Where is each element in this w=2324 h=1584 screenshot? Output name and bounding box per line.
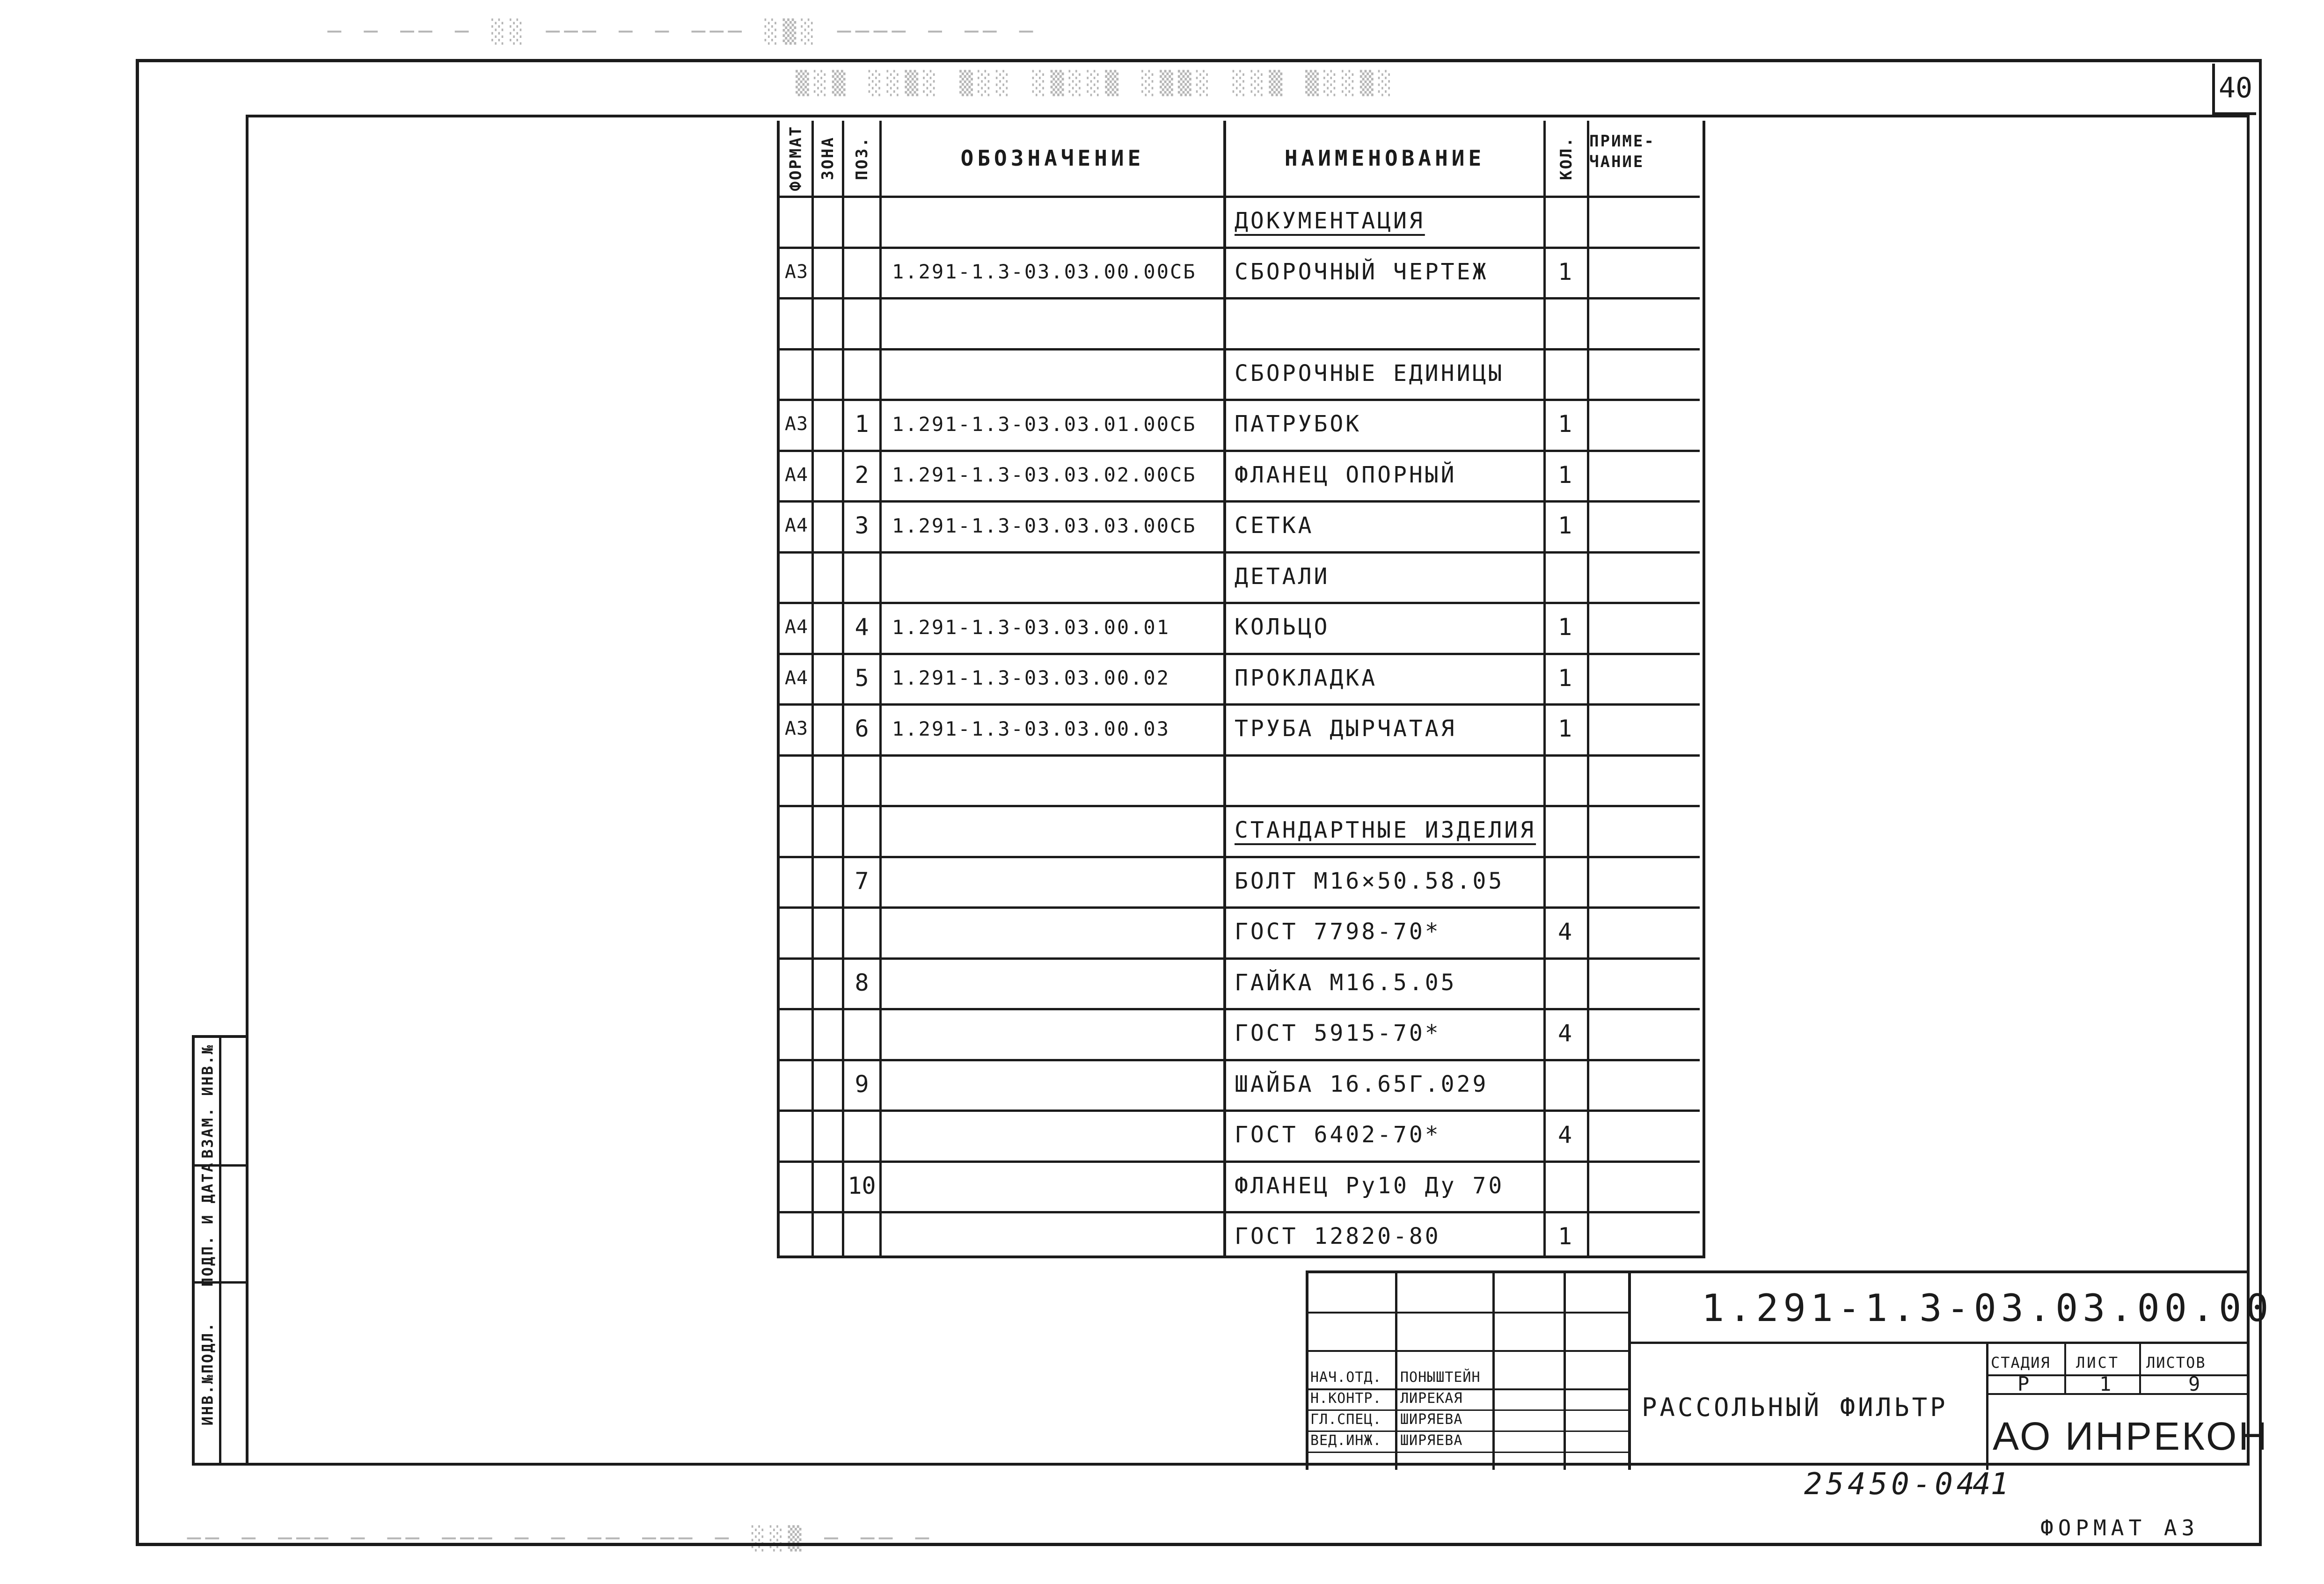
row-quantity: 4 bbox=[1557, 918, 1575, 946]
row-name: СТАНДАРТНЫЕ ИЗДЕЛИЯ bbox=[1235, 817, 1536, 844]
row-designation bbox=[892, 551, 1222, 602]
row-name: БОЛТ М16×50.58.05 bbox=[1235, 868, 1505, 894]
row-format: А3 bbox=[784, 718, 809, 740]
row-quantity bbox=[1546, 348, 1587, 399]
row-designation bbox=[892, 805, 1222, 856]
row-position: 6 bbox=[855, 715, 869, 743]
table-row bbox=[780, 602, 1700, 653]
signature-role: ВЕД.ИНЖ. bbox=[1310, 1432, 1382, 1449]
row-designation bbox=[892, 1008, 1222, 1059]
row-position bbox=[844, 906, 879, 957]
table-row bbox=[780, 500, 1700, 551]
table-row bbox=[780, 247, 1700, 298]
table-row bbox=[780, 1059, 1700, 1110]
row-designation bbox=[892, 906, 1222, 957]
row-format bbox=[782, 348, 811, 399]
header-zone: ЗОНА bbox=[819, 136, 838, 180]
archive-sheet: 41 bbox=[1973, 1467, 2009, 1502]
row-designation: 1.291-1.3-03.03.02.00СБ bbox=[892, 463, 1197, 487]
row-position: 5 bbox=[855, 664, 869, 692]
table-row bbox=[780, 856, 1700, 907]
row-format: А3 bbox=[784, 261, 809, 283]
table-row bbox=[780, 1008, 1700, 1059]
sheets-value: 9 bbox=[2188, 1372, 2200, 1395]
table-row bbox=[780, 703, 1700, 754]
row-position bbox=[844, 1211, 879, 1262]
header-position: ПОЗ. bbox=[852, 136, 871, 180]
side-replace-inv: ВЗАМ. ИНВ.№ bbox=[198, 1044, 217, 1159]
table-row bbox=[780, 1110, 1700, 1161]
row-format: А4 bbox=[784, 464, 809, 486]
row-format: А4 bbox=[784, 515, 809, 537]
row-name bbox=[1235, 297, 1543, 348]
document-title: РАССОЛЬНЫЙ ФИЛЬТР bbox=[1642, 1393, 1948, 1422]
format-label: ФОРМАТ А3 bbox=[2040, 1515, 2200, 1540]
scan-noise: ▒░▒ ░░▒░ ▒░░ ░▒░░▒ ░▒▒░ ░░▒ ▒░░▒░ bbox=[796, 70, 1396, 96]
row-format: А4 bbox=[784, 616, 809, 638]
row-name: СБОРОЧНЫЕ ЕДИНИЦЫ bbox=[1235, 360, 1505, 387]
sheet-label: ЛИСТ bbox=[2076, 1354, 2120, 1372]
row-designation: 1.291-1.3-03.03.00.03 bbox=[892, 717, 1170, 740]
archive-number: 25450-04 bbox=[1804, 1467, 1979, 1502]
row-name: СБОРОЧНЫЙ ЧЕРТЕЖ bbox=[1235, 258, 1489, 285]
row-position: 8 bbox=[855, 969, 869, 996]
row-position: 7 bbox=[855, 867, 869, 895]
row-name: ГОСТ 6402-70* bbox=[1235, 1122, 1441, 1148]
document-code: 1.291-1.3-03.03.00.00 bbox=[1702, 1286, 2273, 1330]
row-position bbox=[844, 1110, 879, 1161]
side-stamp bbox=[192, 1035, 248, 1466]
row-name: ГОСТ 5915-70* bbox=[1235, 1020, 1441, 1047]
row-name: ГОСТ 12820-80 bbox=[1235, 1223, 1441, 1250]
sheet-value: 1 bbox=[2099, 1372, 2112, 1395]
header-designation: ОБОЗНАЧЕНИЕ bbox=[960, 146, 1145, 171]
scan-noise: ─ ─ ── ─ ░░ ─── ─ ─ ─── ░▒░ ──── ─ ── ─ bbox=[328, 19, 1038, 45]
row-quantity: 1 bbox=[1557, 613, 1575, 641]
row-designation: 1.291-1.3-03.03.00.01 bbox=[892, 615, 1170, 639]
row-position: 10 bbox=[848, 1172, 876, 1199]
row-designation bbox=[892, 1211, 1222, 1262]
row-format: А3 bbox=[784, 413, 809, 435]
row-name: ТРУБА ДЫРЧАТАЯ bbox=[1235, 715, 1457, 742]
table-row bbox=[780, 754, 1700, 805]
table-row bbox=[780, 1211, 1700, 1262]
row-designation: 1.291-1.3-03.03.00.00СБ bbox=[892, 260, 1197, 284]
row-quantity bbox=[1546, 297, 1587, 348]
row-quantity: 4 bbox=[1557, 1020, 1575, 1047]
row-designation bbox=[892, 1059, 1222, 1110]
row-quantity bbox=[1546, 551, 1587, 602]
row-name: ШАЙБА 16.65Г.029 bbox=[1235, 1071, 1489, 1097]
sheets-label: ЛИСТОВ bbox=[2146, 1354, 2206, 1372]
row-designation: 1.291-1.3-03.03.03.00СБ bbox=[892, 514, 1197, 537]
row-format bbox=[782, 805, 811, 856]
row-quantity: 1 bbox=[1557, 512, 1575, 540]
specification-table bbox=[777, 121, 1705, 1258]
row-format bbox=[782, 1008, 811, 1059]
row-position bbox=[844, 754, 879, 805]
table-row bbox=[780, 1161, 1700, 1212]
row-position bbox=[844, 196, 879, 247]
row-designation bbox=[892, 856, 1222, 907]
row-designation bbox=[892, 1110, 1222, 1161]
signature-name: ШИРЯЕВА bbox=[1400, 1411, 1463, 1428]
signature-name: ЛИРЕКАЯ bbox=[1400, 1390, 1463, 1407]
table-row bbox=[780, 399, 1700, 450]
row-position bbox=[844, 348, 879, 399]
row-name: ГАЙКА М16.5.05 bbox=[1235, 969, 1457, 996]
side-sign-date: ПОДП. И ДАТА bbox=[198, 1161, 217, 1287]
header-name: НАИМЕНОВАНИЕ bbox=[1284, 146, 1485, 171]
row-quantity: 1 bbox=[1557, 258, 1575, 285]
row-quantity: 1 bbox=[1557, 410, 1575, 438]
header-format: ФОРМАТ bbox=[786, 125, 805, 191]
signature-role: ГЛ.СПЕЦ. bbox=[1310, 1411, 1382, 1428]
side-inv-original: ИНВ.№ПОДЛ. bbox=[198, 1321, 217, 1425]
signature-role: НАЧ.ОТД. bbox=[1310, 1369, 1382, 1386]
row-position: 9 bbox=[855, 1070, 869, 1098]
stage-label: СТАДИЯ bbox=[1991, 1354, 2051, 1372]
row-quantity: 1 bbox=[1557, 664, 1575, 692]
row-designation bbox=[892, 297, 1222, 348]
row-format bbox=[782, 1211, 811, 1262]
row-format: А4 bbox=[784, 667, 809, 689]
header-quantity: КОЛ. bbox=[1557, 136, 1576, 180]
row-quantity: 1 bbox=[1557, 461, 1575, 489]
row-designation bbox=[892, 196, 1222, 247]
table-row bbox=[780, 805, 1700, 856]
row-quantity: 1 bbox=[1557, 715, 1575, 743]
row-position: 4 bbox=[855, 613, 869, 641]
row-position bbox=[844, 805, 879, 856]
title-block bbox=[1306, 1270, 2273, 1470]
sheet-number: 40 bbox=[2212, 64, 2256, 115]
table-row bbox=[780, 906, 1700, 957]
stage-value: Р bbox=[2017, 1372, 2030, 1395]
row-position bbox=[844, 1008, 879, 1059]
row-name: ПРОКЛАДКА bbox=[1235, 664, 1378, 691]
scan-noise: ── ─ ─── ─ ── ─── ─ ─ ── ─── ─ ░░▒ ─ ── ─ bbox=[187, 1526, 934, 1552]
table-row bbox=[780, 297, 1700, 348]
row-format bbox=[782, 754, 811, 805]
row-position: 3 bbox=[855, 512, 869, 540]
table-row bbox=[780, 348, 1700, 399]
row-designation bbox=[892, 1161, 1222, 1212]
row-format bbox=[782, 856, 811, 907]
row-quantity bbox=[1546, 805, 1587, 856]
row-quantity bbox=[1546, 754, 1587, 805]
row-position bbox=[844, 551, 879, 602]
header-note: ПРИМЕ- ЧАНИЕ bbox=[1589, 132, 1655, 171]
row-name: ДОКУМЕНТАЦИЯ bbox=[1235, 208, 1425, 234]
row-format bbox=[782, 1059, 811, 1110]
table-row bbox=[780, 551, 1700, 602]
row-position: 1 bbox=[855, 410, 869, 438]
table-row bbox=[780, 196, 1700, 247]
row-format bbox=[782, 551, 811, 602]
row-designation: 1.291-1.3-03.03.01.00СБ bbox=[892, 412, 1197, 436]
row-name: ГОСТ 7798-70* bbox=[1235, 919, 1441, 945]
signature-name: ПОНЫШТЕЙН bbox=[1400, 1369, 1481, 1386]
row-designation: 1.291-1.3-03.03.00.02 bbox=[892, 666, 1170, 690]
row-designation bbox=[892, 957, 1222, 1008]
row-name: ПАТРУБОК bbox=[1235, 411, 1362, 438]
row-quantity bbox=[1546, 196, 1587, 247]
row-position: 2 bbox=[855, 461, 869, 489]
row-format bbox=[782, 196, 811, 247]
row-designation bbox=[892, 754, 1222, 805]
signature-role: Н.КОНТР. bbox=[1310, 1390, 1382, 1407]
row-format bbox=[782, 906, 811, 957]
table-row bbox=[780, 957, 1700, 1008]
row-name: ФЛАНЕЦ Ру10 Ду 70 bbox=[1235, 1172, 1505, 1199]
row-quantity bbox=[1546, 856, 1587, 907]
row-format bbox=[782, 957, 811, 1008]
row-quantity: 4 bbox=[1557, 1121, 1575, 1149]
row-format bbox=[782, 297, 811, 348]
row-position bbox=[844, 297, 879, 348]
row-quantity bbox=[1546, 957, 1587, 1008]
row-name: ДЕТАЛИ bbox=[1235, 563, 1330, 590]
row-quantity: 1 bbox=[1557, 1223, 1575, 1250]
row-name: КОЛЬЦО bbox=[1235, 614, 1330, 641]
row-designation bbox=[892, 348, 1222, 399]
table-row bbox=[780, 653, 1700, 704]
row-position bbox=[844, 247, 879, 298]
signature-name: ШИРЯЕВА bbox=[1400, 1432, 1463, 1449]
table-row bbox=[780, 450, 1700, 501]
row-quantity bbox=[1546, 1161, 1587, 1212]
row-name: СЕТКА bbox=[1235, 512, 1314, 539]
row-name bbox=[1235, 754, 1543, 805]
row-format bbox=[782, 1161, 811, 1212]
row-name: ФЛАНЕЦ ОПОРНЫЙ bbox=[1235, 461, 1457, 488]
company-name: АО ИНРЕКОН bbox=[1993, 1414, 2269, 1458]
row-format bbox=[782, 1110, 811, 1161]
row-quantity bbox=[1546, 1059, 1587, 1110]
